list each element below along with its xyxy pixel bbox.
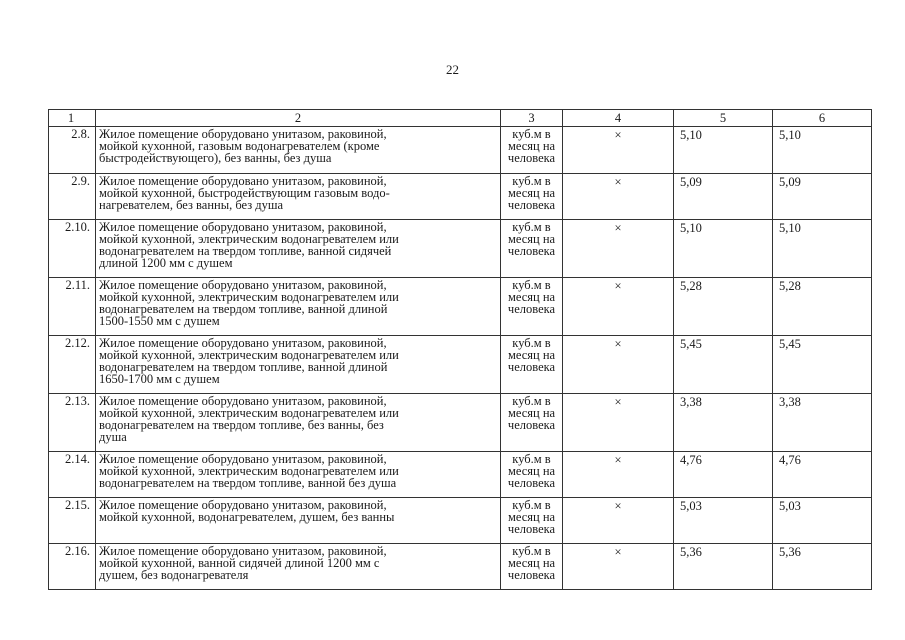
description-line: длиной 1200 мм с душем	[99, 256, 233, 270]
row-col4-mark: ×	[563, 220, 674, 278]
unit-line: куб.м в	[512, 278, 551, 292]
table-row	[49, 498, 872, 544]
unit-line: человека	[507, 244, 556, 258]
row-col4-mark: ×	[563, 544, 674, 590]
header-col-2: 2	[96, 110, 501, 127]
description-line: мойкой кухонной, газовым водонагревателем (кроме	[99, 139, 380, 153]
page-number: 22	[446, 62, 459, 77]
row-description	[96, 127, 501, 174]
unit-line: человека	[507, 360, 556, 374]
row-description	[96, 220, 501, 278]
row-value-col6: 5,10	[773, 127, 872, 174]
table-row	[49, 278, 872, 336]
row-description	[96, 452, 501, 498]
description-line: мойкой кухонной, электрическим водонагревателем или	[99, 348, 399, 362]
table-row	[49, 127, 872, 174]
unit-line: человека	[507, 568, 556, 582]
row-value-col6: 5,10	[773, 220, 872, 278]
table-row	[49, 174, 872, 220]
unit-line: месяц на	[507, 406, 556, 420]
description-line: 1500-1550 мм с душем	[99, 314, 220, 328]
row-value-col6: 4,76	[773, 452, 872, 498]
unit-line: куб.м в	[512, 174, 551, 188]
row-unit	[501, 452, 563, 498]
row-col4-mark: ×	[563, 336, 674, 394]
row-number: 2.13.	[49, 394, 96, 452]
row-value-col6: 5,09	[773, 174, 872, 220]
row-col4-mark: ×	[563, 498, 674, 544]
description-line: Жилое помещение оборудовано унитазом, раковиной,	[99, 452, 387, 466]
row-description	[96, 336, 501, 394]
row-number: 2.9.	[49, 174, 96, 220]
unit-line: месяц на	[507, 232, 556, 246]
description-line: 1650-1700 мм с душем	[99, 372, 220, 386]
unit-line: куб.м в	[512, 394, 551, 408]
unit-line: месяц на	[507, 464, 556, 478]
header-col-1: 1	[49, 110, 96, 127]
description-line: нагревателем, без ванны, без душа	[99, 198, 284, 212]
row-value-col5: 5,10	[674, 220, 773, 278]
description-line: Жилое помещение оборудовано унитазом, раковиной,	[99, 174, 387, 188]
row-value-col5: 5,09	[674, 174, 773, 220]
table-row	[49, 336, 872, 394]
description-line: мойкой кухонной, электрическим водонагревателем или	[99, 406, 399, 420]
unit-line: месяц на	[507, 348, 556, 362]
description-line: быстродействующего), без ванны, без душа	[99, 151, 332, 165]
description-line: мойкой кухонной, электрическим водонагревателем или	[99, 464, 399, 478]
unit-line: куб.м в	[512, 127, 551, 141]
description-line: Жилое помещение оборудовано унитазом, раковиной,	[99, 127, 387, 141]
table-row	[49, 544, 872, 590]
row-value-col5: 5,28	[674, 278, 773, 336]
header-col-6: 6	[773, 110, 872, 127]
row-col4-mark: ×	[563, 174, 674, 220]
description-line: Жилое помещение оборудовано унитазом, раковиной,	[99, 544, 387, 558]
description-line: мойкой кухонной, быстродействующим газовым водо-	[99, 186, 390, 200]
description-line: водонагревателем на твердом топливе, без ванны, без	[99, 418, 384, 432]
description-line: мойкой кухонной, ванной сидячей длиной 1200 мм с	[99, 556, 380, 570]
description-line: водонагревателем на твердом топливе, ванной сидячей	[99, 244, 392, 258]
row-unit	[501, 220, 563, 278]
description-line: водонагревателем на твердом топливе, ванной длиной	[99, 360, 388, 374]
description-line: мойкой кухонной, водонагревателем, душем, без ванны	[99, 510, 395, 524]
unit-line: человека	[507, 418, 556, 432]
description-line: водонагревателем на твердом топливе, ванной без душа	[99, 476, 397, 490]
row-value-col5: 4,76	[674, 452, 773, 498]
description-line: Жилое помещение оборудовано унитазом, раковиной,	[99, 336, 387, 350]
row-value-col6: 5,45	[773, 336, 872, 394]
row-number: 2.16.	[49, 544, 96, 590]
row-unit	[501, 174, 563, 220]
row-unit	[501, 498, 563, 544]
header-col-5: 5	[674, 110, 773, 127]
norms-table	[48, 109, 872, 590]
row-description	[96, 174, 501, 220]
row-col4-mark: ×	[563, 452, 674, 498]
row-number: 2.15.	[49, 498, 96, 544]
description-line: душем, без водонагревателя	[99, 568, 249, 582]
row-number: 2.12.	[49, 336, 96, 394]
row-value-col5: 5,36	[674, 544, 773, 590]
row-description	[96, 498, 501, 544]
row-value-col6: 5,03	[773, 498, 872, 544]
unit-line: месяц на	[507, 290, 556, 304]
description-line: водонагревателем на твердом топливе, ванной длиной	[99, 302, 388, 316]
row-unit	[501, 127, 563, 174]
row-value-col5: 5,45	[674, 336, 773, 394]
unit-line: куб.м в	[512, 336, 551, 350]
row-col4-mark: ×	[563, 127, 674, 174]
row-value-col5: 5,10	[674, 127, 773, 174]
header-col-3: 3	[501, 110, 563, 127]
unit-line: человека	[507, 151, 556, 165]
row-description	[96, 278, 501, 336]
row-value-col6: 5,28	[773, 278, 872, 336]
description-line: Жилое помещение оборудовано унитазом, раковиной,	[99, 394, 387, 408]
unit-line: человека	[507, 522, 556, 536]
row-unit	[501, 336, 563, 394]
row-description	[96, 544, 501, 590]
description-line: душа	[99, 430, 127, 444]
unit-line: месяц на	[507, 139, 556, 153]
unit-line: месяц на	[507, 510, 556, 524]
table-header-row	[49, 110, 872, 127]
row-value-col5: 3,38	[674, 394, 773, 452]
row-col4-mark: ×	[563, 278, 674, 336]
row-number: 2.11.	[49, 278, 96, 336]
unit-line: месяц на	[507, 556, 556, 570]
unit-line: куб.м в	[512, 498, 551, 512]
unit-line: куб.м в	[512, 544, 551, 558]
description-line: мойкой кухонной, электрическим водонагревателем или	[99, 232, 399, 246]
description-line: Жилое помещение оборудовано унитазом, раковиной,	[99, 498, 387, 512]
header-col-4: 4	[563, 110, 674, 127]
unit-line: куб.м в	[512, 452, 551, 466]
row-number: 2.8.	[49, 127, 96, 174]
table-body	[49, 127, 872, 590]
unit-line: человека	[507, 302, 556, 316]
row-number: 2.14.	[49, 452, 96, 498]
row-col4-mark: ×	[563, 394, 674, 452]
row-value-col5: 5,03	[674, 498, 773, 544]
row-description	[96, 394, 501, 452]
table-row	[49, 394, 872, 452]
description-line: Жилое помещение оборудовано унитазом, раковиной,	[99, 220, 387, 234]
row-value-col6: 3,38	[773, 394, 872, 452]
unit-line: человека	[507, 198, 556, 212]
unit-line: человека	[507, 476, 556, 490]
row-unit	[501, 394, 563, 452]
row-number: 2.10.	[49, 220, 96, 278]
row-value-col6: 5,36	[773, 544, 872, 590]
unit-line: куб.м в	[512, 220, 551, 234]
table-row	[49, 220, 872, 278]
description-line: Жилое помещение оборудовано унитазом, раковиной,	[99, 278, 387, 292]
unit-line: месяц на	[507, 186, 556, 200]
description-line: мойкой кухонной, электрическим водонагревателем или	[99, 290, 399, 304]
row-unit	[501, 278, 563, 336]
row-unit	[501, 544, 563, 590]
table-row	[49, 452, 872, 498]
